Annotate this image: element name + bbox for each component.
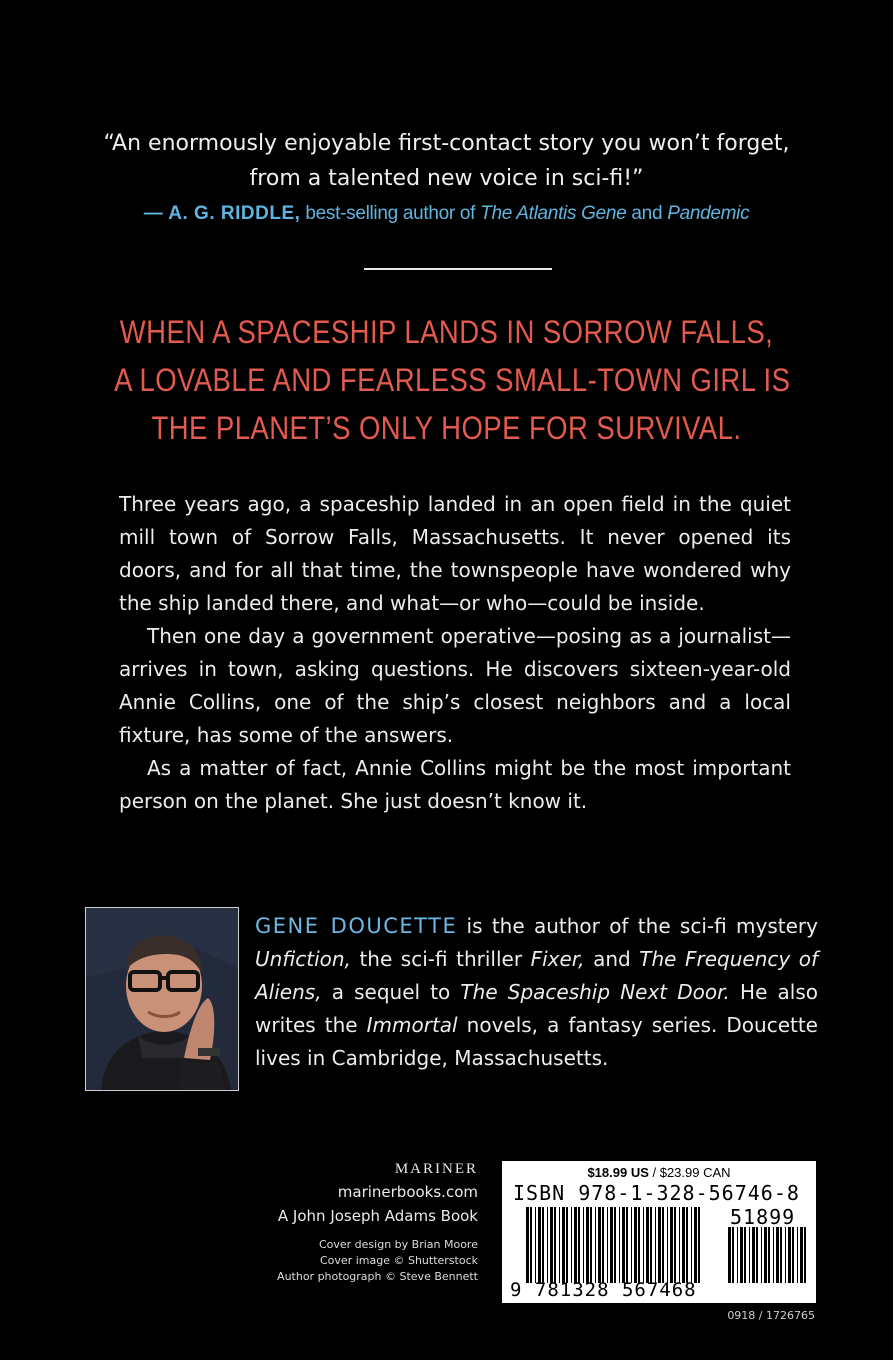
quote-line-1: “An enormously enjoyable first-contact story you won’t forget, xyxy=(103,131,790,156)
credit-cover-image: Cover image © Shutterstock xyxy=(320,1254,478,1267)
bio-book-title: Fixer, xyxy=(530,947,585,971)
tagline xyxy=(114,308,791,452)
quote-line-2: from a talented new voice in sci-fi!” xyxy=(249,166,644,191)
bio-book-title: The Spaceship Next Door. xyxy=(460,980,730,1004)
tagline-line-3: THE PLANET’S ONLY HOPE FOR SURVIVAL. xyxy=(151,410,742,446)
description-paragraph-1: Three years ago, a spaceship landed in an open field in the quiet mill town of Sorrow Falls, Massachusetts. It never opened its doors, and for all that time, the townspeople have wondered why the ship landed there, and what—or who—could be inside. xyxy=(119,492,791,615)
bio-text: the sci-fi thriller xyxy=(350,947,531,971)
bio-book-title: The Frequency of Aliens, xyxy=(255,947,819,1004)
attribution-text: best-selling author of xyxy=(300,203,481,224)
cover-credits xyxy=(277,1237,478,1285)
attribution-book-1: The Atlantis Gene xyxy=(480,203,627,224)
bio-series-title: Immortal xyxy=(366,1013,458,1037)
tagline-line-2: A LOVABLE AND FEARLESS SMALL-TOWN GIRL IS xyxy=(114,362,791,398)
quote-attribution xyxy=(90,203,803,225)
barcode-box xyxy=(502,1161,816,1303)
credit-cover-design: Cover design by Brian Moore xyxy=(318,1238,478,1251)
tagline-line-1: WHEN A SPACESHIP LANDS IN SORROW FALLS, xyxy=(119,314,774,350)
author-name: GENE DOUCETTE xyxy=(255,914,458,938)
price-us: $18.99 US xyxy=(587,1165,649,1180)
blurb-quote xyxy=(90,126,803,196)
bio-text: a sequel to xyxy=(321,980,461,1004)
description-paragraph-2: Then one day a government operative—posing as a journalist—arrives in town, asking questions. He discovers sixteen-year-old Annie Collins, one of the ship’s closest neighbors and a local fixture, has some of the answers. xyxy=(119,624,791,747)
publisher-website: marinerbooks.com xyxy=(337,1183,478,1201)
publisher-imprint: A John Joseph Adams Book xyxy=(277,1207,478,1225)
attribution-and: and xyxy=(626,203,668,224)
attribution-name: — A. G. RIDDLE, xyxy=(143,203,301,224)
author-bio xyxy=(255,910,818,1075)
price xyxy=(502,1165,816,1180)
divider-rule xyxy=(364,268,552,270)
bio-text: novels, a fantasy series. Doucette lives in Cambridge, Massachusetts. xyxy=(255,1013,818,1070)
description-paragraph-3: As a matter of fact, Annie Collins might be the most important person on the planet. She just doesn’t know it. xyxy=(119,756,791,813)
bio-book-title: Unfiction, xyxy=(255,947,351,971)
credit-author-photo: Author photograph © Steve Bennett xyxy=(277,1270,478,1283)
ean-digits: 9 781328 567468 xyxy=(510,1279,697,1301)
barcode-addon-digits: 51899 xyxy=(730,1205,796,1229)
price-can: / $23.99 CAN xyxy=(648,1165,731,1180)
author-photo xyxy=(85,907,239,1091)
bio-text: He also writes the xyxy=(255,980,818,1037)
attribution-book-2: Pandemic xyxy=(667,203,750,224)
print-job-code: 0918 / 1726765 xyxy=(727,1309,815,1322)
bio-text: and xyxy=(584,947,640,971)
bio-text: is the author of the sci-fi mystery xyxy=(457,914,818,938)
book-description xyxy=(119,488,791,818)
isbn-number: ISBN 978-1-328-56746-8 xyxy=(513,1181,800,1205)
publisher-name: MARINER xyxy=(394,1161,478,1177)
author-portrait-illustration xyxy=(86,908,238,1090)
publisher-block xyxy=(277,1158,478,1285)
